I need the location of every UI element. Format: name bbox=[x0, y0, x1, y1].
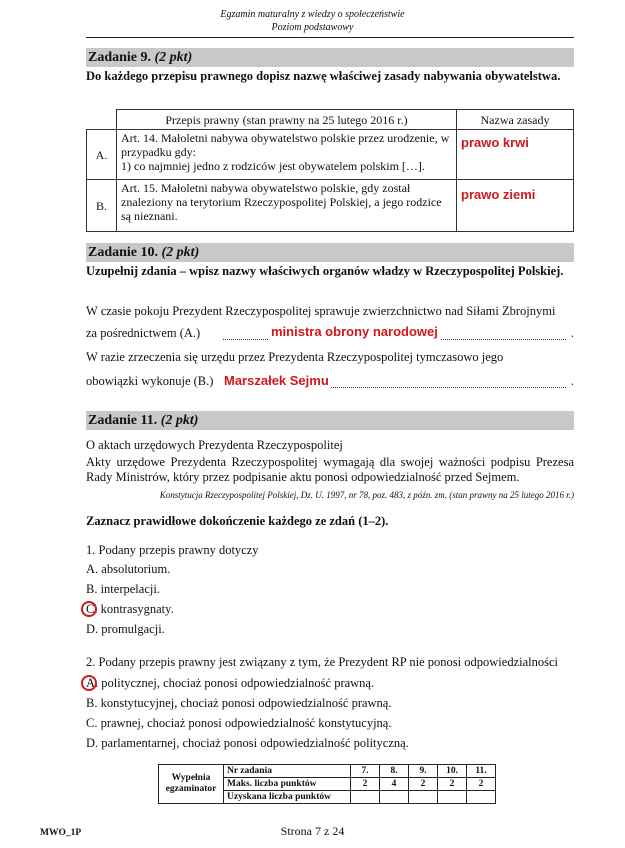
task10-instruction: Uzupełnij zdania – wpisz nazwy właściwych organów władzy w Rzeczypospolitej Polskiej. bbox=[86, 264, 564, 278]
exam-code: MWO_1P bbox=[40, 828, 82, 838]
examiner-label: Wypełnia egzaminator bbox=[159, 765, 224, 804]
score-cell[interactable] bbox=[409, 791, 438, 804]
handwritten-answer: Marszałek Sejmu bbox=[224, 373, 329, 388]
question-2: 2. Podany przepis prawny jest związany z tym, że Prezydent RP nie ponosi odpowiedzialności bbox=[86, 655, 558, 669]
source-title: O aktach urzędowych Prezydenta Rzeczypospolitej bbox=[86, 438, 343, 452]
score-cell[interactable] bbox=[380, 791, 409, 804]
score-row-label: Nr zadania bbox=[224, 765, 351, 778]
selected-answer-circle bbox=[81, 601, 97, 617]
exam-title: Egzamin maturalny z wiedzy o społeczeństwie bbox=[220, 9, 405, 20]
header-divider bbox=[86, 37, 574, 38]
score-row-label: Maks. liczba punktów bbox=[224, 778, 351, 791]
score-cell[interactable] bbox=[351, 791, 380, 804]
task10-title: Zadanie 10. (2 pkt) bbox=[88, 245, 200, 260]
sentence-a-line1: W czasie pokoju Prezydent Rzeczypospolitej sprawuje zwierzchnictwo nad Siłami Zbrojnymi bbox=[86, 304, 556, 318]
exam-level: Poziom podstawowy bbox=[271, 22, 354, 33]
sentence-b-line2: obowiązki wykonuje (B.) Marszałek Sejmu . bbox=[86, 373, 574, 391]
source-citation: Konstytucja Rzeczypospolitej Polskiej, Dz. U. 1997, nr 78, poz. 483, z późn. zm. (stan prawny na 25 lutego 2016 r.) bbox=[159, 490, 574, 500]
q1-option-c[interactable]: C. kontrasygnaty. bbox=[86, 602, 174, 616]
q1-option-b[interactable]: B. interpelacji. bbox=[86, 582, 160, 596]
selected-answer-circle bbox=[81, 675, 97, 691]
sentence-b-line1: W razie zrzeczenia się urzędu przez Prezydenta Rzeczypospolitej tymczasowo jego bbox=[86, 350, 504, 364]
row-letter: B. bbox=[87, 180, 117, 232]
score-row-label: Uzyskana liczba punktów bbox=[224, 791, 351, 804]
col-header-law: Przepis prawny (stan prawny na 25 lutego 2016 r.) bbox=[117, 110, 457, 130]
q1-option-d[interactable]: D. promulgacji. bbox=[86, 622, 165, 636]
score-cell[interactable] bbox=[467, 791, 496, 804]
answer-line-b[interactable] bbox=[224, 373, 566, 391]
row-letter: A. bbox=[87, 130, 117, 180]
sentence-a-line2: za pośrednictwem (A.) ministra obrony narodowej . bbox=[86, 325, 574, 343]
row-law-text: Art. 15. Małoletni nabywa obywatelstwo polskie, gdy został znaleziony na terytorium Rzeczypospolitej Polskiej, a jego rodzice są nieznani. bbox=[117, 180, 457, 232]
source-text: Akty urzędowe Prezydenta Rzeczypospolitej wymagają dla swojej ważności podpisu Prezesa Rady Ministrów, który przez podpisanie aktu ponosi odpowiedzialność przed Sejmem. bbox=[86, 455, 574, 484]
task9-instruction: Do każdego przepisu prawnego dopisz nazwę właściwej zasady nabywania obywatelstwa. bbox=[86, 69, 561, 83]
q2-option-b[interactable]: B. konstytucyjnej, chociaż ponosi odpowiedzialność prawną. bbox=[86, 696, 392, 710]
score-cell[interactable] bbox=[438, 791, 467, 804]
q2-option-d[interactable]: D. parlamentarnej, chociaż ponosi odpowiedzialność polityczną. bbox=[86, 736, 409, 750]
answer-line-a[interactable] bbox=[223, 325, 566, 343]
question-1: 1. Podany przepis prawny dotyczy bbox=[86, 543, 259, 557]
answer-field[interactable] bbox=[457, 180, 574, 232]
q2-option-a[interactable]: A. politycznej, chociaż ponosi odpowiedzialność prawną. bbox=[86, 676, 375, 690]
col-header-rule: Nazwa zasady bbox=[457, 110, 574, 130]
handwritten-answer: ministra obrony narodowej bbox=[271, 324, 438, 339]
examiner-score-table: Wypełnia egzaminator Nr zadania 7. 8. 9. 10. 11. Maks. liczba punktów 2 4 2 2 2 Uzyskana liczba punktów bbox=[158, 764, 496, 804]
handwritten-answer: prawo ziemi bbox=[461, 187, 536, 202]
task11-instruction: Zaznacz prawidłowe dokończenie każdego ze zdań (1–2). bbox=[86, 514, 389, 528]
row-law-text: Art. 14. Małoletni nabywa obywatelstwo polskie przez urodzenie, w przypadku gdy: 1) co najmniej jedno z rodziców jest obywatelem polskim […]. bbox=[117, 130, 457, 180]
page-number: Strona 7 z 24 bbox=[280, 824, 345, 838]
task9-table bbox=[86, 109, 574, 232]
answer-field[interactable] bbox=[457, 130, 574, 180]
handwritten-answer: prawo krwi bbox=[461, 135, 529, 150]
q2-option-c[interactable]: C. prawnej, chociaż ponosi odpowiedzialność konstytucyjną. bbox=[86, 716, 392, 730]
task9-title: Zadanie 9. (2 pkt) bbox=[88, 50, 193, 65]
q1-option-a[interactable]: A. absolutorium. bbox=[86, 562, 171, 576]
task11-title: Zadanie 11. (2 pkt) bbox=[88, 413, 199, 428]
